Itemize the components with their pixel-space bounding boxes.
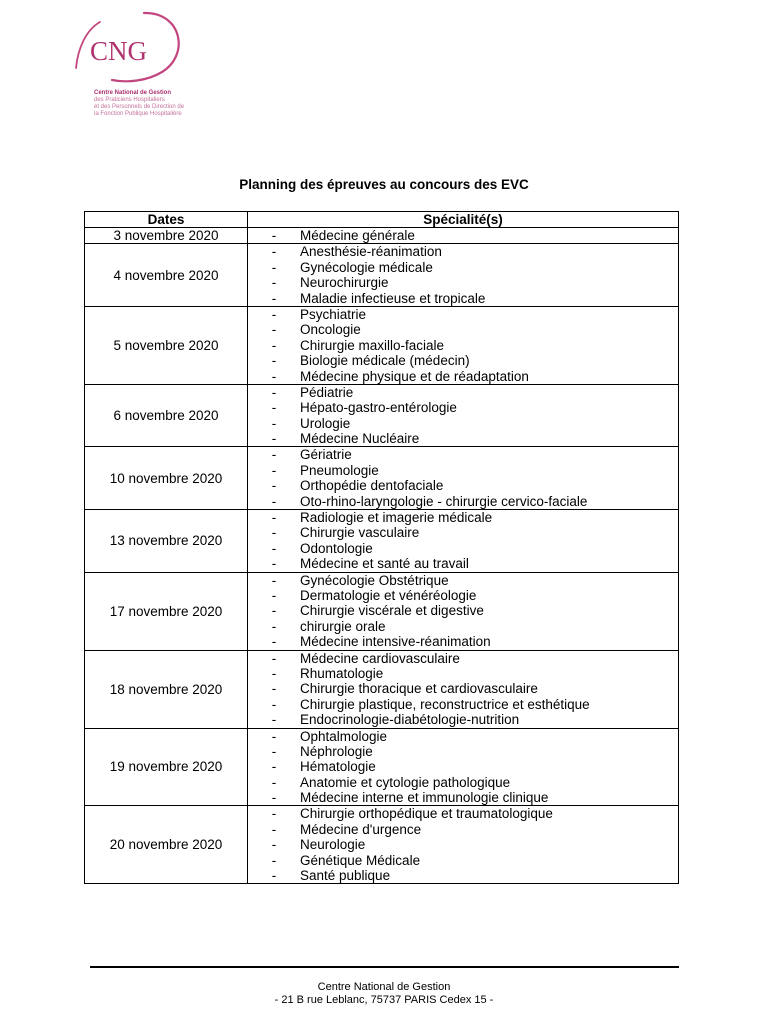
table-body (85, 228, 679, 884)
list-item (248, 759, 678, 774)
list-item (248, 463, 678, 478)
list-item (248, 385, 678, 400)
bullet-dash: - (271, 478, 277, 494)
list-item (248, 228, 678, 243)
specialite-label: Chirurgie plastique, reconstructrice et esthétique (300, 696, 590, 712)
list-item (248, 353, 678, 368)
specialite-label: Néphrologie (300, 743, 373, 759)
list-item (248, 510, 678, 525)
specialite-label: Neurochirurgie (300, 275, 389, 291)
list-item (248, 634, 678, 649)
date-cell: 17 novembre 2020 (85, 572, 248, 650)
list-item (248, 775, 678, 790)
specialite-label: Santé publique (300, 868, 391, 884)
cng-logo (72, 10, 212, 125)
specialites-cell (248, 228, 679, 244)
specialites-cell (248, 510, 679, 573)
list-item (248, 868, 678, 883)
specialite-label: Biologie médicale (médecin) (300, 353, 470, 369)
specialites-cell (248, 244, 679, 307)
specialite-label: Médecine interne et immunologie clinique (300, 790, 549, 806)
bullet-dash: - (271, 353, 277, 369)
header-dates: Dates (85, 212, 248, 228)
bullet-dash: - (271, 743, 277, 759)
specialite-label: Oto-rhino-laryngologie - chirurgie cervico-faciale (300, 493, 588, 509)
bullet-dash: - (271, 259, 277, 275)
list-item (248, 556, 678, 571)
list-item (248, 494, 678, 509)
table-row (85, 572, 679, 650)
specialite-label: Médecine Nucléaire (300, 431, 420, 447)
logo-caption (94, 90, 184, 118)
bullet-dash: - (271, 510, 277, 526)
bullet-dash: - (271, 228, 277, 243)
list-item (248, 729, 678, 744)
list-item (248, 790, 678, 805)
bullet-dash: - (271, 493, 277, 509)
bullet-dash: - (271, 650, 277, 666)
list-item (248, 697, 678, 712)
table-row (85, 306, 679, 384)
list-item (248, 573, 678, 588)
page-title: Planning des épreuves au concours des EVC (239, 177, 529, 192)
specialites-cell (248, 306, 679, 384)
bullet-dash: - (271, 728, 277, 744)
specialite-label: Neurologie (300, 837, 366, 853)
date-cell: 13 novembre 2020 (85, 510, 248, 573)
table-row (85, 384, 679, 447)
bullet-dash: - (271, 774, 277, 790)
list-item (248, 275, 678, 290)
table-row (85, 650, 679, 728)
date-cell: 4 novembre 2020 (85, 244, 248, 307)
specialite-label: Chirurgie maxillo-faciale (300, 337, 445, 353)
list-item (248, 712, 678, 727)
specialites-cell (248, 650, 679, 728)
table-row (85, 228, 679, 244)
planning-table (84, 211, 679, 884)
specialite-label: Anatomie et cytologie pathologique (300, 774, 511, 790)
table-row (85, 244, 679, 307)
bullet-dash: - (271, 634, 277, 650)
footer-address: - 21 B rue Leblanc, 75737 PARIS Cedex 15 - (274, 994, 494, 1006)
bullet-dash: - (271, 572, 277, 588)
date-cell: 18 novembre 2020 (85, 650, 248, 728)
bullet-dash: - (271, 275, 277, 291)
date-cell: 20 novembre 2020 (85, 806, 248, 884)
specialite-label: Gériatrie (300, 447, 352, 463)
specialites-cell (248, 572, 679, 650)
list-item (248, 244, 678, 259)
logo-line-1: Centre National de Gestion (94, 90, 172, 96)
specialite-label: Hépato-gastro-entérologie (300, 400, 457, 416)
bullet-dash: - (271, 821, 277, 837)
date-cell: 6 novembre 2020 (85, 384, 248, 447)
table-header-row (85, 212, 679, 228)
specialites-cell (248, 806, 679, 884)
specialite-label: Génétique Médicale (300, 852, 421, 868)
bullet-dash: - (271, 806, 277, 822)
specialite-label: Dermatologie et vénéréologie (300, 587, 477, 603)
bullet-dash: - (271, 696, 277, 712)
list-item (248, 525, 678, 540)
header-specialites: Spécialité(s) (248, 212, 679, 228)
bullet-dash: - (271, 306, 277, 322)
specialite-label: Maladie infectieuse et tropicale (300, 290, 486, 306)
specialite-label: Psychiatrie (300, 306, 367, 322)
footer (0, 981, 768, 1007)
logo-line-2: des Praticiens Hospitaliers (94, 97, 165, 103)
bullet-dash: - (271, 759, 277, 775)
list-item (248, 322, 678, 337)
bullet-dash: - (271, 290, 277, 306)
bullet-dash: - (271, 322, 277, 338)
date-cell: 5 novembre 2020 (85, 306, 248, 384)
list-item (248, 853, 678, 868)
list-item (248, 744, 678, 759)
specialite-label: Ophtalmologie (300, 728, 388, 744)
specialites-cell (248, 728, 679, 806)
specialites-cell (248, 447, 679, 510)
list-item (248, 681, 678, 696)
bullet-dash: - (271, 852, 277, 868)
list-item (248, 541, 678, 556)
bullet-dash: - (271, 603, 277, 619)
bullet-dash: - (271, 540, 277, 556)
specialite-label: Pédiatrie (300, 384, 354, 400)
logo-acronym: CNG (90, 36, 148, 66)
list-item (248, 822, 678, 837)
specialite-label: Urologie (300, 415, 351, 431)
bullet-dash: - (271, 587, 277, 603)
specialite-label: Médecine générale (300, 228, 415, 243)
specialite-label: Médecine physique et de réadaptation (300, 368, 529, 384)
specialite-label: Oncologie (300, 322, 361, 338)
bullet-dash: - (271, 556, 277, 572)
footer-org: Centre National de Gestion (317, 981, 451, 993)
specialite-label: Chirurgie viscérale et digestive (300, 603, 484, 619)
cng-logo-mark (72, 10, 212, 90)
specialite-label: chirurgie orale (300, 618, 386, 634)
bullet-dash: - (271, 244, 277, 260)
table-row (85, 728, 679, 806)
specialite-label: Chirurgie vasculaire (300, 525, 420, 541)
bullet-dash: - (271, 384, 277, 400)
bullet-dash: - (271, 415, 277, 431)
date-cell: 3 novembre 2020 (85, 228, 248, 244)
bullet-dash: - (271, 525, 277, 541)
specialite-label: Hématologie (300, 759, 376, 775)
specialites-cell (248, 384, 679, 447)
list-item (248, 307, 678, 322)
list-item (248, 447, 678, 462)
bullet-dash: - (271, 712, 277, 728)
list-item (248, 369, 678, 384)
list-item (248, 651, 678, 666)
bullet-dash: - (271, 790, 277, 806)
list-item (248, 666, 678, 681)
list-item (248, 603, 678, 618)
specialite-label: Gynécologie médicale (300, 259, 433, 275)
list-item (248, 806, 678, 821)
list-item (248, 837, 678, 852)
specialite-label: Orthopédie dentofaciale (300, 478, 444, 494)
date-cell: 10 novembre 2020 (85, 447, 248, 510)
bullet-dash: - (271, 368, 277, 384)
specialite-label: Médecine intensive-réanimation (300, 634, 491, 650)
list-item (248, 619, 678, 634)
list-item (248, 478, 678, 493)
list-item (248, 338, 678, 353)
specialite-label: Médecine d'urgence (300, 821, 422, 837)
bullet-dash: - (271, 618, 277, 634)
specialite-label: Chirurgie orthopédique et traumatologique (300, 806, 553, 822)
specialite-label: Chirurgie thoracique et cardiovasculaire (300, 681, 538, 697)
table-row (85, 806, 679, 884)
date-cell: 19 novembre 2020 (85, 728, 248, 806)
specialite-label: Odontologie (300, 540, 373, 556)
logo-line-4: la Fonction Publique Hospitalière (94, 111, 182, 117)
bullet-dash: - (271, 868, 277, 884)
list-item (248, 416, 678, 431)
specialite-label: Pneumologie (300, 462, 379, 478)
list-item (248, 400, 678, 415)
bullet-dash: - (271, 462, 277, 478)
bullet-dash: - (271, 665, 277, 681)
bullet-dash: - (271, 681, 277, 697)
footer-divider (90, 966, 679, 968)
list-item (248, 431, 678, 446)
bullet-dash: - (271, 337, 277, 353)
specialite-label: Anesthésie-réanimation (300, 244, 442, 260)
specialite-label: Rhumatologie (300, 665, 384, 681)
table-row (85, 510, 679, 573)
bullet-dash: - (271, 431, 277, 447)
logo-line-3: et des Personnels de Direction de (94, 104, 185, 110)
specialite-label: Gynécologie Obstétrique (300, 572, 449, 588)
table-row (85, 447, 679, 510)
list-item (248, 588, 678, 603)
bullet-dash: - (271, 447, 277, 463)
specialite-label: Radiologie et imagerie médicale (300, 510, 493, 526)
list-item (248, 260, 678, 275)
specialite-label: Médecine cardiovasculaire (300, 650, 460, 666)
specialite-label: Endocrinologie-diabétologie-nutrition (300, 712, 520, 728)
bullet-dash: - (271, 400, 277, 416)
list-item (248, 291, 678, 306)
specialite-label: Médecine et santé au travail (300, 556, 469, 572)
bullet-dash: - (271, 837, 277, 853)
